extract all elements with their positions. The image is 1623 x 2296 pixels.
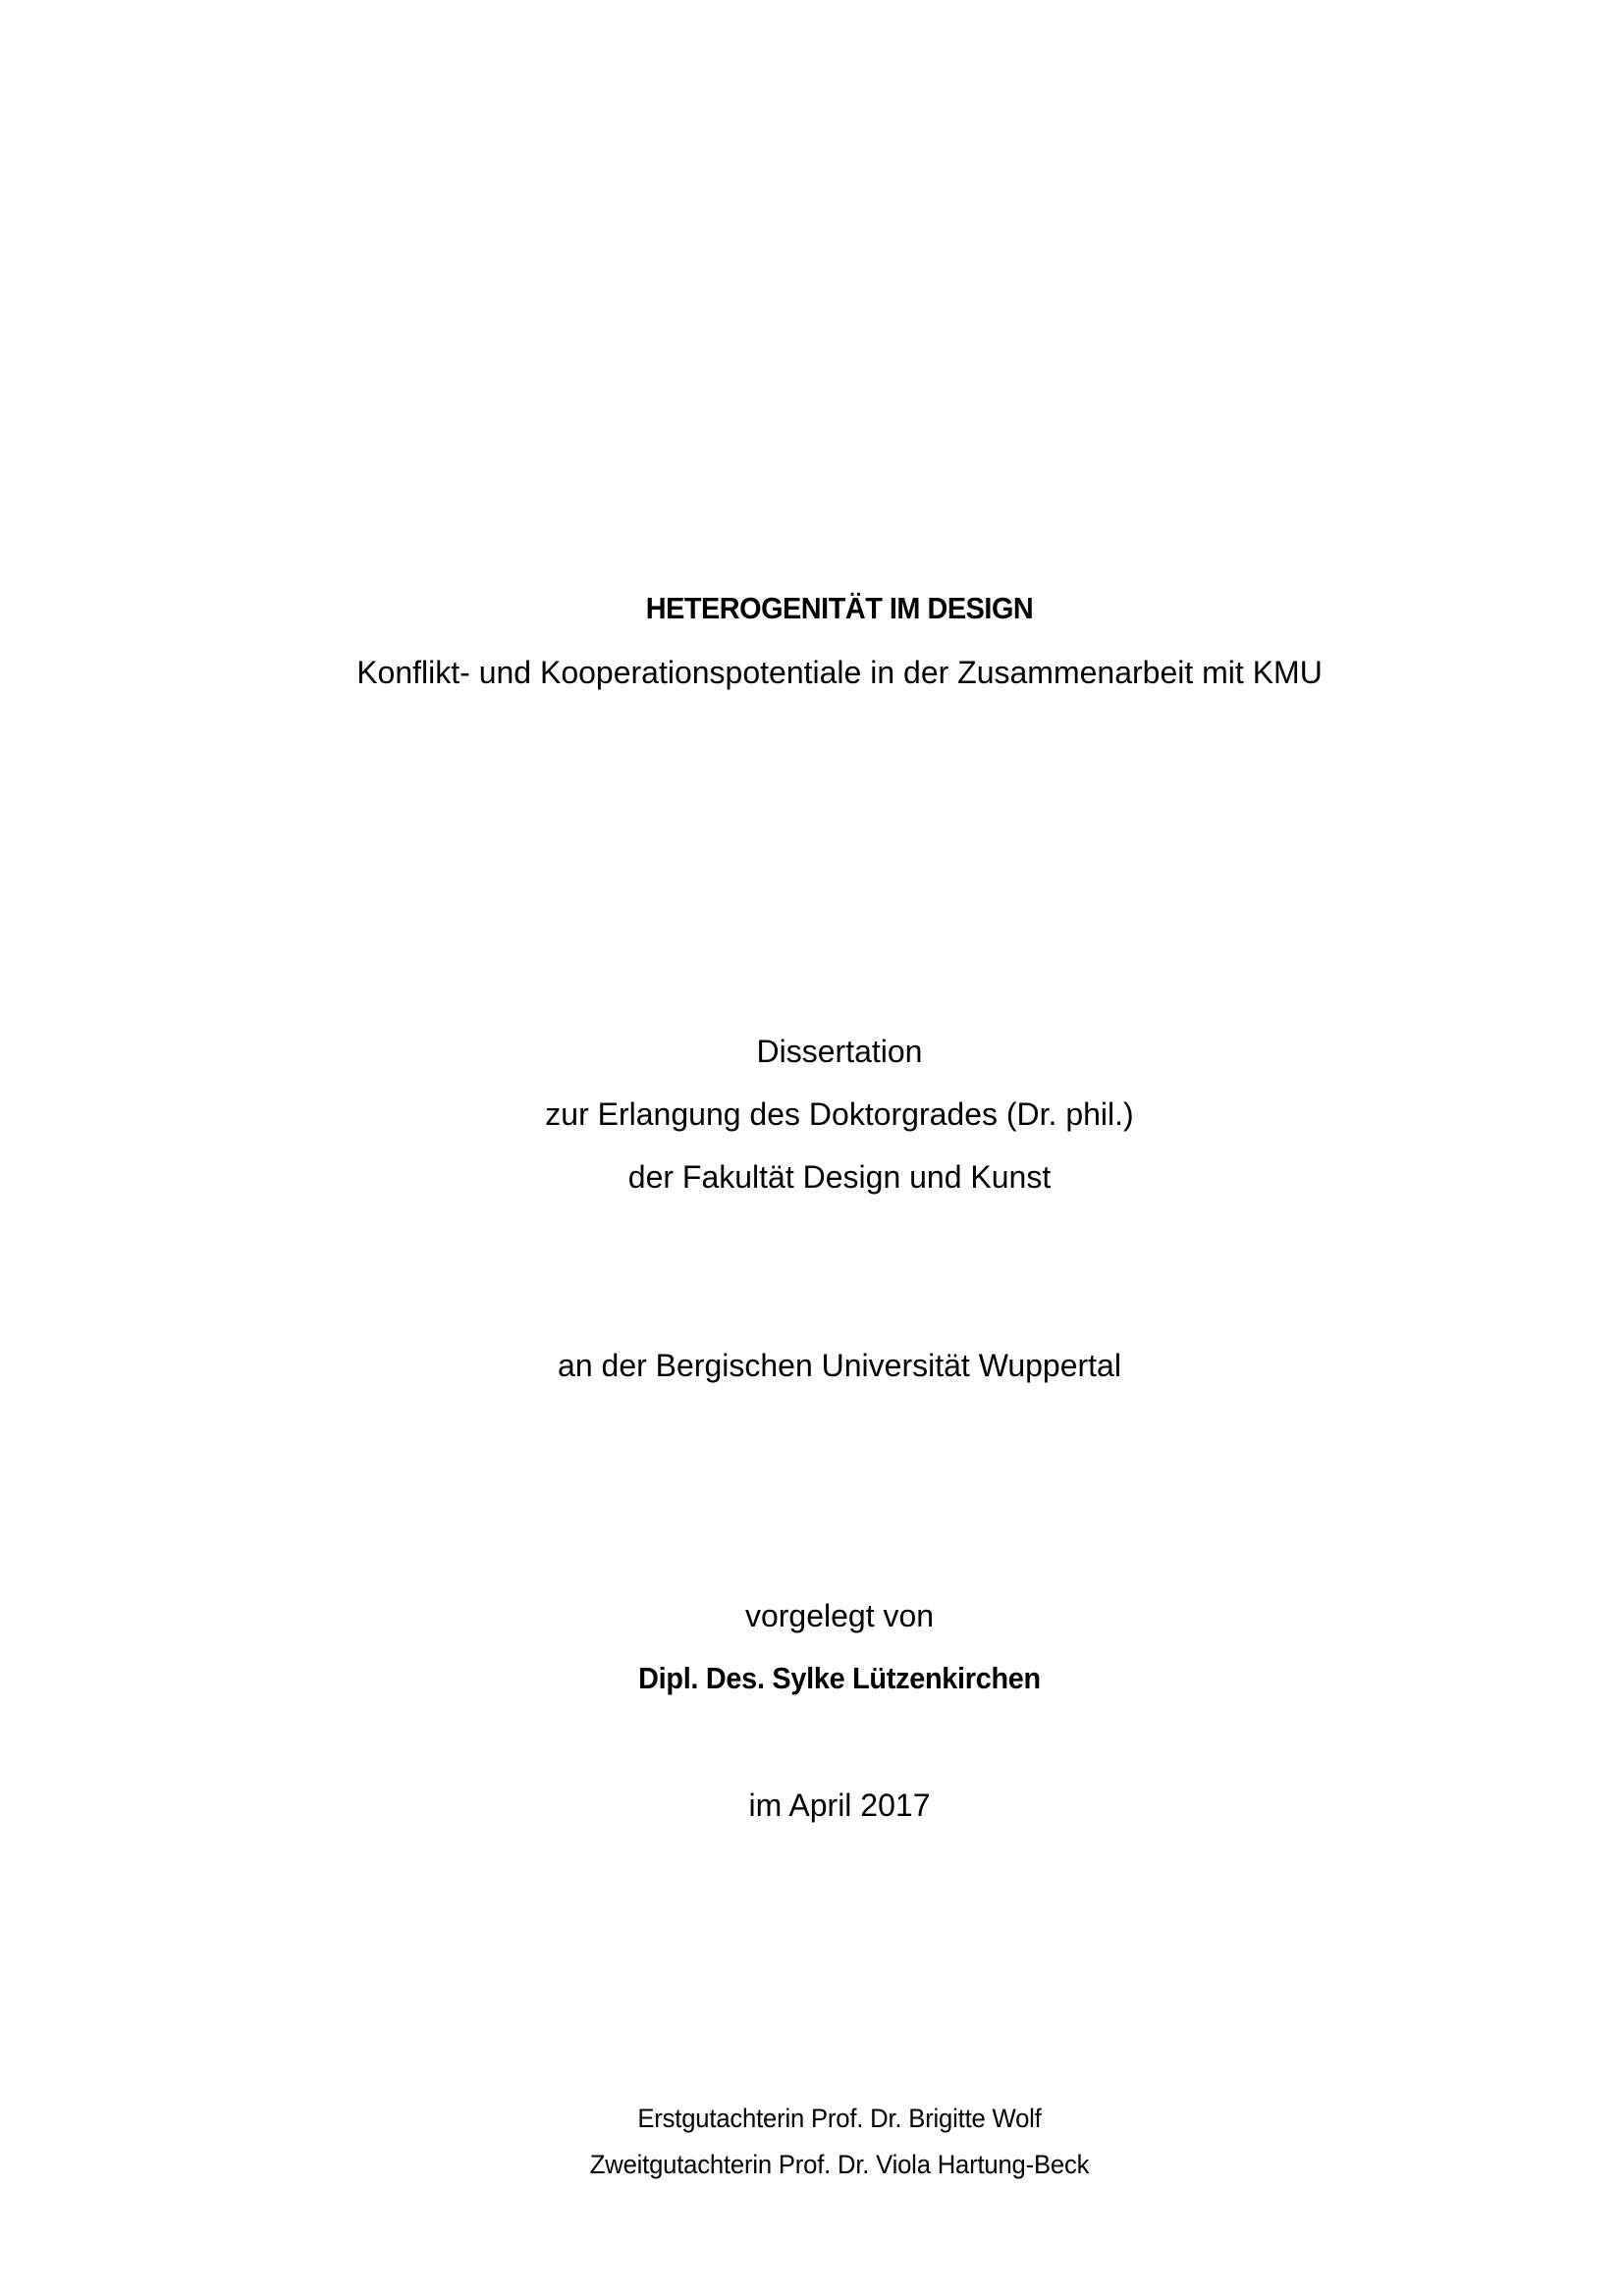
degree-purpose: zur Erlangung des Doktorgrades (Dr. phil.) [545,1096,1134,1132]
degree-type: Dissertation [756,1034,923,1069]
second-referee: Zweitgutachterin Prof. Dr. Viola Hartung-Beck [589,2150,1090,2179]
submitted-by-label: vorgelegt von [744,1598,935,1633]
author-name: Dipl. Des. Sylke Lützenkirchen [638,1661,1041,1695]
faculty-name: der Fakultät Design und Kunst [627,1159,1052,1195]
submission-date: im April 2017 [748,1788,931,1823]
thesis-title: HETEROGENITÄT IM DESIGN [645,591,1034,625]
first-referee: Erstgutachterin Prof. Dr. Brigitte Wolf [637,2104,1042,2133]
university-name: an der Bergischen Universität Wuppertal [558,1348,1121,1383]
thesis-subtitle: Konflikt- und Kooperationspotentiale in der Zusammenarbeit mit KMU [356,655,1323,690]
